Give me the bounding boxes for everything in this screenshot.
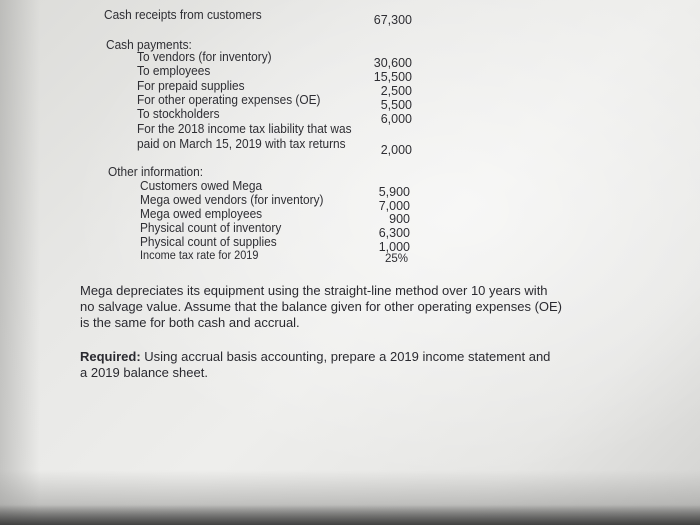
note-line3: is the same for both cash and accrual. [80, 315, 300, 330]
other-info-amount: 900 [389, 212, 410, 226]
payment-label: To stockholders [137, 107, 220, 121]
cash-receipts-amount: 67,300 [373, 13, 412, 27]
payment-amount: 15,500 [373, 70, 412, 84]
other-info-amount: 5,900 [378, 185, 410, 199]
tax-payment-amount: 2,000 [380, 143, 412, 157]
payment-amount: 2,500 [380, 84, 412, 98]
note-line1: Mega depreciates its equipment using the straight-line method over 10 years with [80, 283, 548, 298]
payment-amount: 5,500 [380, 98, 412, 112]
other-info-label: Mega owed vendors (for inventory) [140, 193, 324, 207]
other-info-heading: Other information: [108, 165, 204, 179]
tax-payment-line2: paid on March 15, 2019 with tax returns [137, 137, 346, 151]
payment-amount: 6,000 [380, 112, 412, 126]
required-text: Using accrual basis accounting, prepare a 2019 income statement and [140, 349, 551, 364]
required-label: Required: [80, 349, 141, 364]
other-info-amount: 1,000 [378, 240, 410, 254]
other-info-label: Physical count of supplies [140, 235, 277, 249]
tax-payment-line1: For the 2018 income tax liability that was [137, 122, 352, 136]
payment-label: For other operating expenses (OE) [137, 93, 321, 107]
note-line2: no salvage value. Assume that the balance given for other operating expenses (OE) [80, 299, 563, 314]
other-info-amount: 7,000 [378, 199, 410, 213]
cash-receipts-label: Cash receipts from customers [104, 8, 262, 22]
other-info-label: Customers owed Mega [140, 179, 263, 193]
payment-amount: 30,600 [373, 56, 412, 70]
other-info-label: Income tax rate for 2019 [140, 250, 259, 262]
other-info-amount: 6,300 [378, 226, 410, 240]
required-line2: a 2019 balance sheet. [80, 365, 208, 380]
page-shadow-left [0, 0, 40, 525]
payment-label: To vendors (for inventory) [137, 50, 272, 64]
payment-label: To employees [137, 64, 211, 78]
page-edge [0, 505, 700, 525]
cash-payments-heading: Cash payments: [106, 38, 192, 52]
other-info-amount: 25% [384, 253, 408, 265]
other-info-label: Physical count of inventory [140, 221, 282, 235]
other-info-label: Mega owed employees [140, 207, 263, 221]
payment-label: For prepaid supplies [137, 79, 245, 93]
required-line1 [80, 349, 550, 365]
